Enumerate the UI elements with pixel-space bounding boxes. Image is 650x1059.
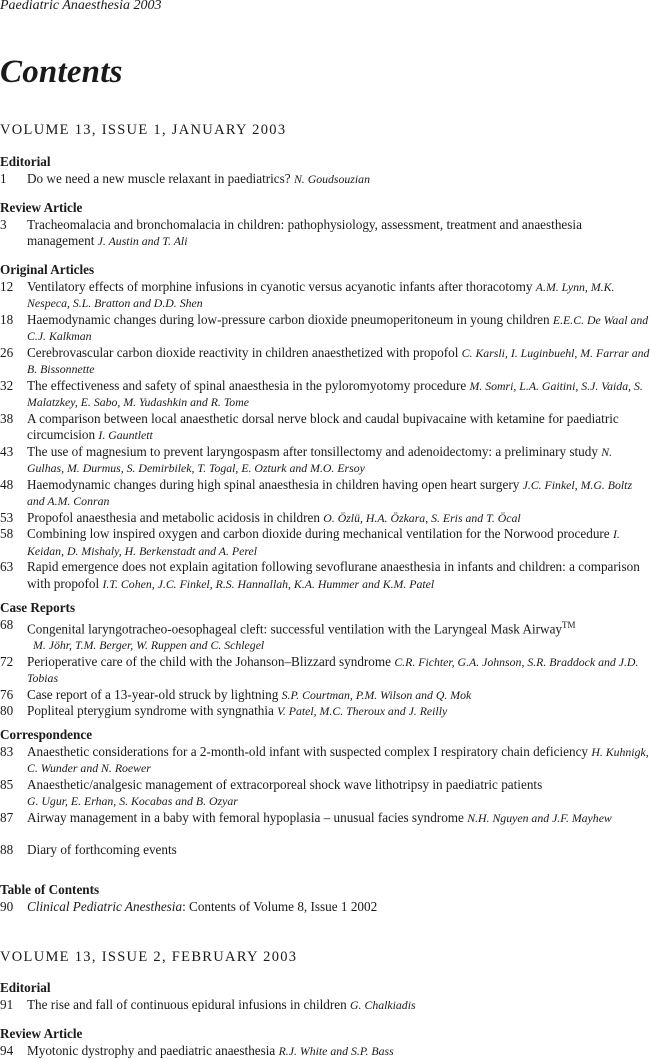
- article-entry[interactable]: [0, 654, 650, 687]
- section-heading: Review Article: [0, 1026, 83, 1041]
- section-heading: Original Articles: [0, 262, 95, 277]
- article-title: Perioperative care of the child with the Johanson–Blizzard syndrome: [27, 653, 392, 669]
- journal-running-head: Paediatric Anaesthesia 2003: [0, 0, 162, 13]
- page-number: 94: [0, 1042, 14, 1058]
- article-authors: C. Karsli, I. Luginbuehl, M. Farrar and B. Bissonnette: [27, 345, 650, 376]
- section-review-article: [0, 200, 650, 250]
- article-title: Congenital laryngotracheo-oesophageal cleft: successful ventilation with the Laryngeal Mask Airway: [27, 620, 563, 636]
- article-entry[interactable]: [0, 526, 650, 559]
- issue-2-heading: VOLUME 13, ISSUE 2, FEBRUARY 2003: [0, 949, 298, 965]
- page-number: 38: [0, 410, 14, 426]
- article-entry[interactable]: [0, 217, 650, 250]
- page-number: 68: [0, 616, 14, 632]
- trademark-superscript: TM: [562, 619, 576, 630]
- article-title: Popliteal pterygium syndrome with syngnathia: [27, 703, 274, 719]
- article-entry[interactable]: [0, 559, 650, 592]
- article-authors: O. Özlü, H.A. Özkara, S. Eris and T. Öcal: [323, 510, 521, 525]
- article-authors: N. Goudsouzian: [293, 171, 370, 186]
- page-number: 63: [0, 559, 14, 574]
- page-number: 91: [0, 996, 14, 1012]
- article-entry[interactable]: [0, 744, 650, 777]
- section-heading: Review Article: [0, 200, 83, 215]
- article-title: Diary of forthcoming events: [27, 842, 177, 857]
- article-authors: C.R. Fichter, G.A. Johnson, S.R. Braddock and J.D. Tobias: [27, 654, 639, 686]
- page-number: 18: [0, 311, 14, 327]
- page-number: 43: [0, 443, 14, 459]
- article-entry[interactable]: [0, 842, 650, 859]
- page-number: 58: [0, 526, 14, 541]
- article-title: Anaesthetic considerations for a 2-month-old infant with suspected complex I respiratory chain deficiency: [27, 743, 589, 759]
- article-title: Cerebrovascular carbon dioxide reactivity in children anaesthetized with propofol: [27, 344, 459, 360]
- article-authors: N.H. Nguyen and J.F. Mayhew: [467, 810, 612, 825]
- article-title: Haemodynamic changes during low-pressure carbon dioxide pneumoperitoneum in young children: [27, 311, 550, 327]
- section-table-of-contents: [0, 882, 650, 915]
- article-authors: E.E.C. De Waal and C.J. Kalkman: [27, 312, 649, 343]
- article-entry[interactable]: [0, 899, 650, 916]
- page-number: 26: [0, 344, 14, 360]
- article-title: Case report of a 13-year-old struck by lightning: [27, 686, 279, 702]
- article-title: : Contents of Volume 8, Issue 1 2002: [182, 898, 378, 914]
- page-number: 87: [0, 809, 14, 825]
- section-correspondence: [0, 727, 650, 859]
- article-title: The effectiveness and safety of spinal anaesthesia in the pyloromyotomy procedure: [27, 377, 467, 393]
- article-authors: V. Patel, M.C. Theroux and J. Reilly: [277, 704, 448, 719]
- article-authors: I. Keidan, D. Mishaly, H. Berkenstadt and A. Perel: [27, 527, 620, 558]
- article-entry[interactable]: [0, 411, 650, 444]
- issue-1-heading: VOLUME 13, ISSUE 1, JANUARY 2003: [0, 122, 287, 138]
- article-entry[interactable]: [0, 997, 650, 1014]
- article-title: Do we need a new muscle relaxant in paediatrics?: [27, 170, 291, 186]
- page-number: 3: [0, 216, 7, 232]
- section-editorial: [0, 980, 650, 1013]
- section-heading: Editorial: [0, 154, 51, 169]
- journal-name: Clinical Pediatric Anesthesia: [27, 898, 183, 914]
- article-title: Airway management in a baby with femoral hypoplasia – unusual facies syndrome: [27, 809, 464, 825]
- section-heading: Table of Contents: [0, 882, 100, 897]
- section-heading: Correspondence: [0, 727, 93, 742]
- article-authors: G. Chalkiadis: [350, 997, 416, 1012]
- page-number: 88: [0, 842, 14, 857]
- article-authors: A.M. Lynn, M.K. Nespeca, S.L. Bratton and D.D. Shen: [27, 279, 615, 310]
- article-entry[interactable]: [0, 312, 650, 345]
- section-editorial: [0, 154, 650, 187]
- page-number: 90: [0, 898, 14, 914]
- article-entry[interactable]: [0, 279, 650, 312]
- article-entry[interactable]: [0, 345, 650, 378]
- article-title: Ventilatory effects of morphine infusions in cyanotic versus acyanotic infants after thoracotomy: [27, 278, 533, 294]
- article-authors: I.T. Cohen, J.C. Finkel, R.S. Hannallah, K.A. Hummer and K.M. Patel: [102, 576, 435, 591]
- page-number: 32: [0, 377, 14, 393]
- article-authors: N. Gulhas, M. Durmus, S. Demirbilek, T. Togal, E. Ozturk and M.O. Ersoy: [27, 444, 613, 475]
- article-entry[interactable]: [0, 171, 650, 188]
- article-entry[interactable]: [0, 617, 650, 654]
- article-authors: H. Kuhnigk, C. Wunder and N. Roewer: [27, 744, 649, 775]
- page-number: 48: [0, 476, 14, 492]
- page-number: 72: [0, 653, 14, 669]
- article-title: Myotonic dystrophy and paediatric anaesthesia: [27, 1042, 276, 1058]
- page-number: 53: [0, 509, 14, 525]
- article-title: Combining low inspired oxygen and carbon dioxide during mechanical ventilation for the Norwood procedure: [27, 526, 610, 541]
- article-authors: R.J. White and S.P. Bass: [278, 1043, 394, 1058]
- page-number: 85: [0, 776, 14, 792]
- article-authors: J. Austin and T. Ali: [97, 234, 188, 248]
- section-case-reports: [0, 600, 650, 720]
- article-title: Anaesthetic/analgesic management of extracorporeal shock wave lithotripsy in paediatric patients: [27, 776, 543, 792]
- page-number: 83: [0, 743, 14, 759]
- article-entry[interactable]: [0, 444, 650, 477]
- article-authors: J.C. Finkel, M.G. Boltz and A.M. Conran: [27, 477, 633, 508]
- section-heading: Editorial: [0, 980, 51, 995]
- article-entry[interactable]: [0, 810, 650, 827]
- page-number: 76: [0, 686, 14, 702]
- article-authors: S.P. Courtman, P.M. Wilson and Q. Mok: [281, 687, 472, 702]
- article-entry[interactable]: [0, 477, 650, 510]
- article-entry[interactable]: [0, 687, 650, 704]
- article-authors: M. Somri, L.A. Gaitini, S.J. Vaida, S. Malatzkey, E. Sabo, M. Yudashkin and R. Tome: [27, 378, 643, 409]
- page-number: 80: [0, 703, 14, 719]
- article-title: The rise and fall of continuous epidural infusions in children: [27, 996, 347, 1012]
- page-number: 1: [0, 170, 7, 186]
- article-entry[interactable]: [0, 703, 650, 720]
- article-entry[interactable]: [0, 378, 650, 411]
- article-title: The use of magnesium to prevent laryngospasm after tonsillectomy and adenoidectomy: a preliminary study: [27, 443, 598, 459]
- article-authors: I. Gauntlett: [98, 428, 153, 442]
- page-number: 12: [0, 278, 14, 294]
- article-title: Tracheomalacia and bronchomalacia in children: pathophysiology, assessment, treatment and anaesthesia management: [27, 216, 582, 248]
- section-heading: Case Reports: [0, 600, 76, 615]
- section-review-article: [0, 1026, 650, 1059]
- article-authors: G. Ugur, E. Erhan, S. Kocabas and B. Ozyar: [27, 794, 238, 808]
- article-entry[interactable]: [0, 510, 650, 527]
- article-title: Rapid emergence does not explain agitation following sevoflurane anaesthesia in infants and children: a comparison with propofol: [27, 559, 640, 591]
- article-entry[interactable]: [0, 777, 650, 810]
- article-authors: M. Jöhr, T.M. Berger, W. Ruppen and C. Schlegel: [33, 638, 265, 653]
- section-original-articles: [0, 262, 650, 592]
- page-title: Contents: [0, 54, 123, 90]
- article-entry[interactable]: [0, 1043, 650, 1059]
- article-title: Haemodynamic changes during high spinal anaesthesia in children having open heart surgery: [27, 476, 520, 492]
- article-title: Propofol anaesthesia and metabolic acidosis in children: [27, 509, 320, 525]
- article-title: A comparison between local anaesthetic dorsal nerve block and caudal bupivacaine with ketamine for paediatric circumcision: [27, 410, 619, 442]
